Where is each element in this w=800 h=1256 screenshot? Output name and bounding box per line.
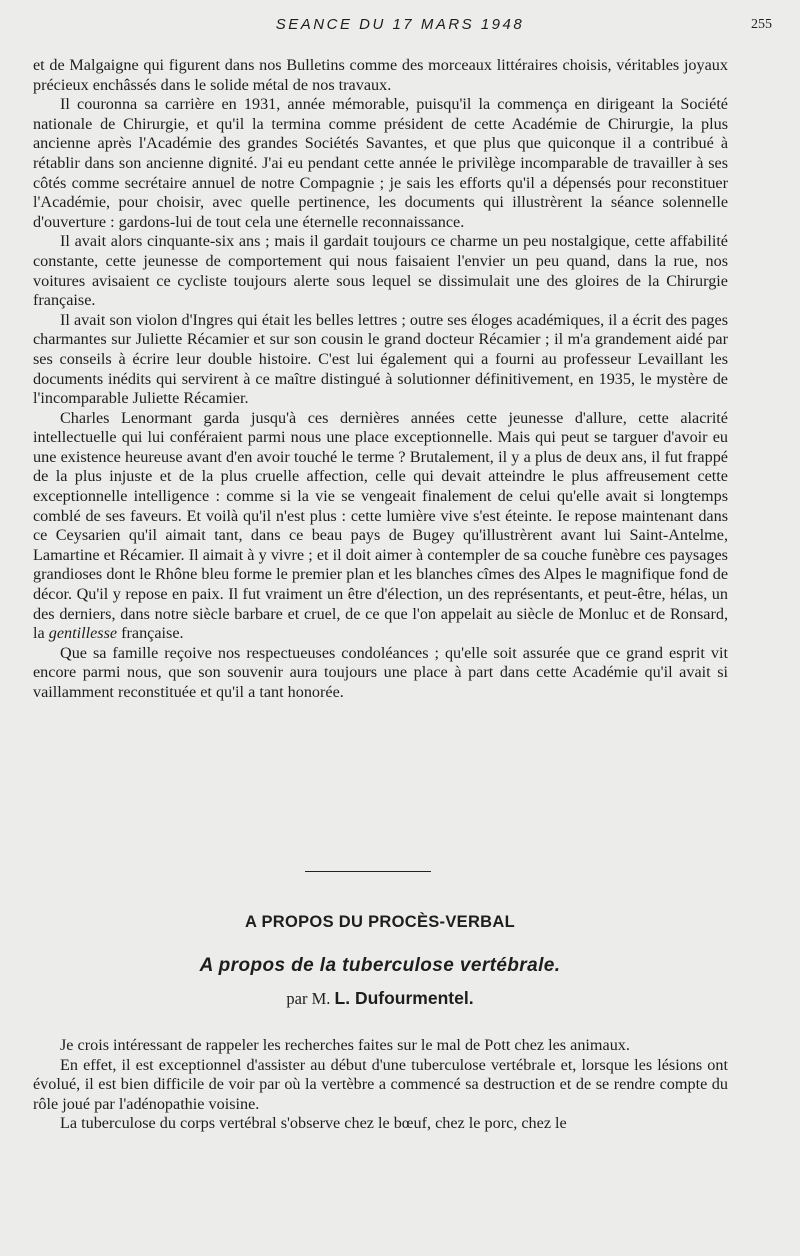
running-title: SEANCE DU 17 MARS 1948 <box>275 16 525 33</box>
paragraph: En effet, il est exceptionnel d'assister au début d'une tuberculose vertébrale et, lorsque les lésions ont évolué, il est bien difficile de voir par où la vertèbre a commencé sa destruction et de se rendre compte du rôle joué par l'adénopathie voisine. <box>33 1055 728 1113</box>
paragraph: Je crois intéressant de rappeler les recherches faites sur le mal de Pott chez les animaux. <box>60 1036 630 1054</box>
byline <box>0 988 760 1009</box>
page-number: 255 <box>751 17 772 32</box>
paragraph-text: française. <box>121 624 184 643</box>
paragraph: Il avait alors cinquante-six ans ; mais il gardait toujours ce charme un peu nostalgique, cette affabilité constante, cette jeunesse de comportement qui nous faisaient l'envier un peu quand, dans la rue, nos voitures avisaient ce cycliste toujours alerte sous lequel se dissimulait une des gloires de la Chirurgie française. <box>33 232 728 310</box>
paragraph: Que sa famille reçoive nos respectueuses condoléances ; qu'elle soit assurée que ce grand esprit vit encore parmi nous, que son souvenir aura toujours une place à part dans cette Académie qu'il avait si vaillamment reconstituée et qu'il a tant honorée. <box>33 643 728 701</box>
paragraph: Il couronna sa carrière en 1931, année mémorable, puisqu'il la commença en dirigeant la Société nationale de Chirurgie, et qu'il la termina comme président de cette Académie de Chirurgie, la plus ancienne après l'Académie des grandes Sociétés Savantes, et que plus que quiconque il a contribué à rétablir dans son ancienne dignité. J'ai eu pendant cette année le privilège incomparable de travailler à ses côtés comme secrétaire annuel de notre Compagnie ; je sais les efforts qu'il a dépensés pour reconstituer l'Académie, pour choisir, avec quelle pertinence, les documents qui illustrèrent la séance solennelle d'ouverture : gardons-lui de tout cela une éternelle reconnaissance. <box>33 95 728 231</box>
byline-prefix: par M. <box>286 989 331 1008</box>
paragraph: Il avait son violon d'Ingres qui était les belles lettres ; outre ses éloges académiques, il a écrit des pages charmantes sur Juliette Récamier et sur son cousin le grand docteur Récamier ; il m'a grandement aidé par ses conseils à écrire leur double histoire. C'est lui également qui a fourni au professeur Levaillant les documents inédits qui servirent à ce maître distingué à solutionner définitivement, en 1935, le mystère de l'incomparable Juliette Récamier. <box>33 310 728 408</box>
author-name: L. Dufourmentel. <box>334 988 474 1008</box>
page-header <box>0 16 800 38</box>
section-title: A PROPOS DU PROCÈS-VERBAL <box>244 913 515 931</box>
section-divider <box>305 871 431 872</box>
paragraph <box>33 409 728 644</box>
paragraph: La tuberculose du corps vertébral s'observe chez le bœuf, chez le porc, chez le <box>60 1114 567 1133</box>
article-text <box>33 1036 728 1134</box>
italic-word: gentillesse <box>48 624 118 643</box>
article-title: A propos de la tuberculose vertébrale. <box>199 955 561 976</box>
eulogy-text <box>33 56 728 703</box>
paragraph-text: Charles Lenormant garda jusqu'à ces dernières années cette jeunesse d'allure, cette alacrité intellectuelle qui lui conféraient parmi nous une place exceptionnelle. Mais qui peut se targuer d'avoir eu une existence heureuse avant d'en avoir touché le terme ? Brutalement, il y a plus de deux ans, il fut frappé de la plus injuste et de la plus cruelle affection, celle qui devait atteindre le plus affreusement cette exceptionnelle intelligence : comme si la vie se vengeait finalement de celui qu'elle avait si longtemps comblé de ses faveurs. Et voilà qu'il n'est plus : cette lumière vive s'est éteinte. Ie repose maintenant dans ce Ceysarien qu'il aimait tant, dans ce beau pays de Bugey qu'illustrèrent avant lui Saint-Antelme, Lamartine et Récamier. Il aimait à y vivre ; et il doit aimer à contempler de sa couche funèbre ces paysages grandioses dont le Rhône bleu forme le premier plan et les blanches cîmes des Alpes le magnifique fond de décor. Qu'il y repose en paix. Il fut vraiment un être d'élection, un des représentants, et peut-être, hélas, un des derniers, dans notre siècle barbare et cruel, de ce que l'on appelait au siècle de Monluc et de Ronsard, la <box>33 408 728 643</box>
paragraph: et de Malgaigne qui figurent dans nos Bulletins comme des morceaux littéraires choisis, véritables joyaux précieux enchâssés dans le solide métal de nos travaux. <box>33 56 728 94</box>
